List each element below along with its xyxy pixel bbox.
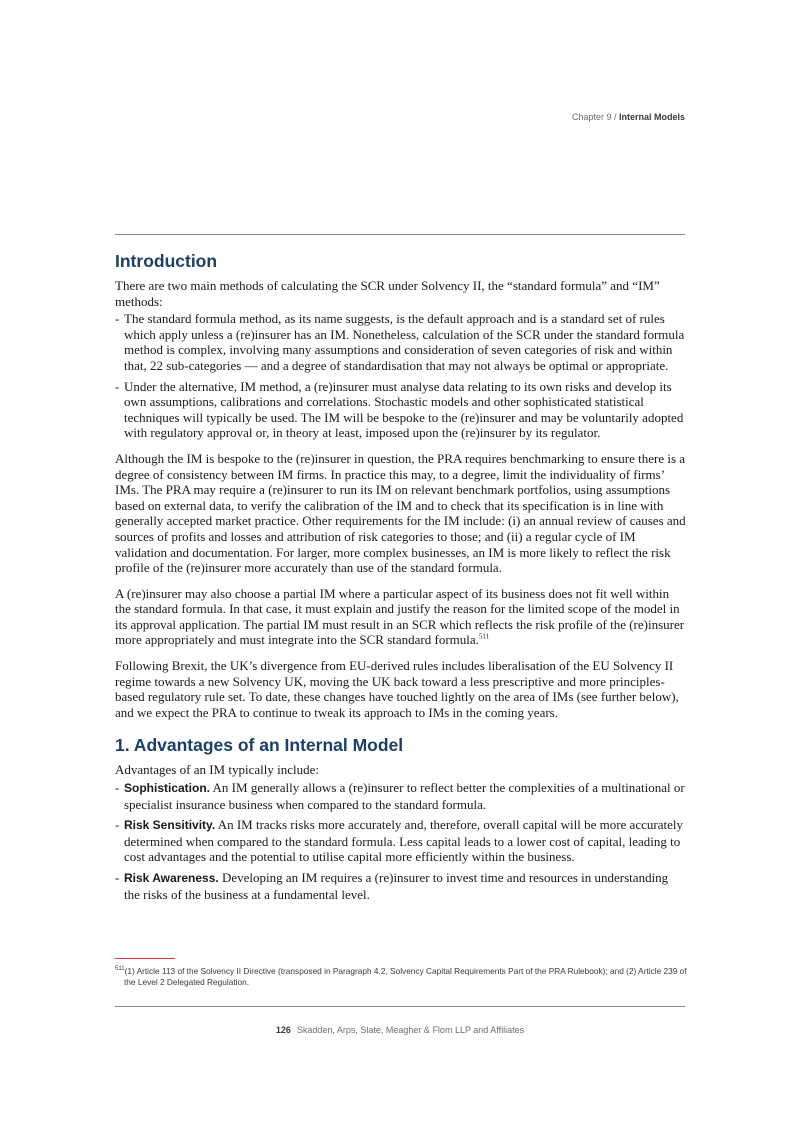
- footer-firm-name: Skadden, Arps, Slate, Meagher & Flom LLP and Affiliates: [296, 1025, 525, 1035]
- advantage-term: Risk Awareness.: [124, 871, 219, 885]
- page-footer: [0, 1025, 800, 1035]
- intro-method-list: [115, 311, 687, 441]
- advantage-item-risk-awareness: [115, 870, 687, 902]
- intro-paragraph-brexit: Following Brexit, the UK’s divergence from EU-derived rules includes liberalisation of the EU Solvency II regime towards a new Solvency UK, moving the UK back toward a less prescriptive and more principles-based regulatory rule set. To date, these changes have touched lightly on the area of IMs (see further below), and we expect the PRA to continue to tweak its approach to IMs in the coming years.: [115, 658, 679, 720]
- advantage-text: Developing an IM requires a (re)insurer to invest time and resources in understanding the risks of the business at a fundamental level.: [124, 870, 669, 902]
- footnote-number: 511: [115, 966, 125, 973]
- footnote: [115, 966, 690, 987]
- advantage-text: An IM generally allows a (re)insurer to reflect better the complexities of a multinational or specialist insurance business when compared to the standard formula.: [124, 780, 685, 812]
- running-header: [572, 112, 685, 122]
- advantages-lead: Advantages of an IM typically include:: [115, 762, 319, 778]
- chapter-label: Chapter 9 /: [571, 112, 619, 122]
- top-divider: [115, 234, 685, 235]
- intro-paragraph-benchmarking: Although the IM is bespoke to the (re)insurer in question, the PRA requires benchmarking to ensure there is a degree of consistency between IM firms. In practice this may, to a degree, limit the individuality of firms’ IMs. The PRA may require a (re)insurer to run its IM on relevant benchmark portfolios, using assumptions based on external data, to verify the calibration of the IM and to check that its specification is in line with generally accepted market practice. Other requirements for the IM include: (i) an annual review of causes and sources of profits and losses and attribution of risk categories to those; and (ii) a regular cycle of IM validation and documentation. For larger, more complex businesses, an IM is more likely to reflect the risk profile of the (re)insurer more accurately than use of the standard formula.: [115, 450, 686, 576]
- intro-lead: There are two main methods of calculating the SCR under Solvency II, the “standard formula” and “IM” methods:: [115, 278, 660, 309]
- partial-im-text: A (re)insurer may also choose a partial IM where a particular aspect of its business does not fit well within the standard formula. In that case, it must explain and justify the reason for the limited scope of the model in its approval application. The partial IM must result in an SCR which reflects the risk profile of the (re)insurer more appropriately and must integrate into the SCR standard formula.: [115, 585, 685, 648]
- advantage-text: An IM tracks risks more accurately and, therefore, overall capital will be more accurately determined when compared to the standard formula. Less capital leads to a lower cost of capital, leading to cost advantages and the potential to utilise capital more efficiently within the business.: [124, 817, 683, 865]
- advantage-term: Sophistication.: [124, 781, 211, 796]
- advantage-term: Risk Sensitivity.: [124, 818, 216, 833]
- advantages-heading: 1. Advantages of an Internal Model: [115, 735, 404, 756]
- page-number: 126: [275, 1025, 291, 1035]
- intro-paragraph-partial-im: [115, 586, 687, 648]
- footnote-divider: [115, 958, 175, 959]
- main-content: [115, 250, 687, 912]
- advantage-item-risk-sensitivity: [115, 817, 687, 865]
- advantages-list: [115, 780, 687, 902]
- advantage-item-sophistication: [115, 780, 687, 812]
- footnote-reference[interactable]: 511: [478, 633, 490, 642]
- introduction-heading: Introduction: [115, 251, 218, 271]
- list-item-standard-formula: - The standard formula method, as its name suggests, is the default approach and is a standard set of rules which apply unless a (re)insurer has an IM. Nonetheless, calculation of the SCR under the standard formula method is complex, involving many assumptions and consideration of seven categories of risk and within that, 22 sub-categories — and a degree of standardisation that may not always be optimal or appropriate.: [115, 311, 687, 373]
- bottom-divider: [115, 1006, 685, 1007]
- chapter-title: Internal Models: [618, 112, 685, 122]
- list-item-im-method: - Under the alternative, IM method, a (re)insurer must analyse data relating to its own risks and develop its own assumptions, calibrations and correlations. Stochastic models and other sophisticated statistical techniques will typically be used. The IM will be bespoke to the (re)insurer and may be voluntarily adopted with regulatory approval or, in theory at least, imposed upon the (re)insurer by its regulator.: [115, 379, 687, 441]
- footnote-text: (1) Article 113 of the Solvency II Directive (transposed in Paragraph 4.2, Solvency Capital Requirements Part of the PRA Rulebook); and (2) Article 239 of the Level 2 Delegated Regulation.: [124, 966, 687, 987]
